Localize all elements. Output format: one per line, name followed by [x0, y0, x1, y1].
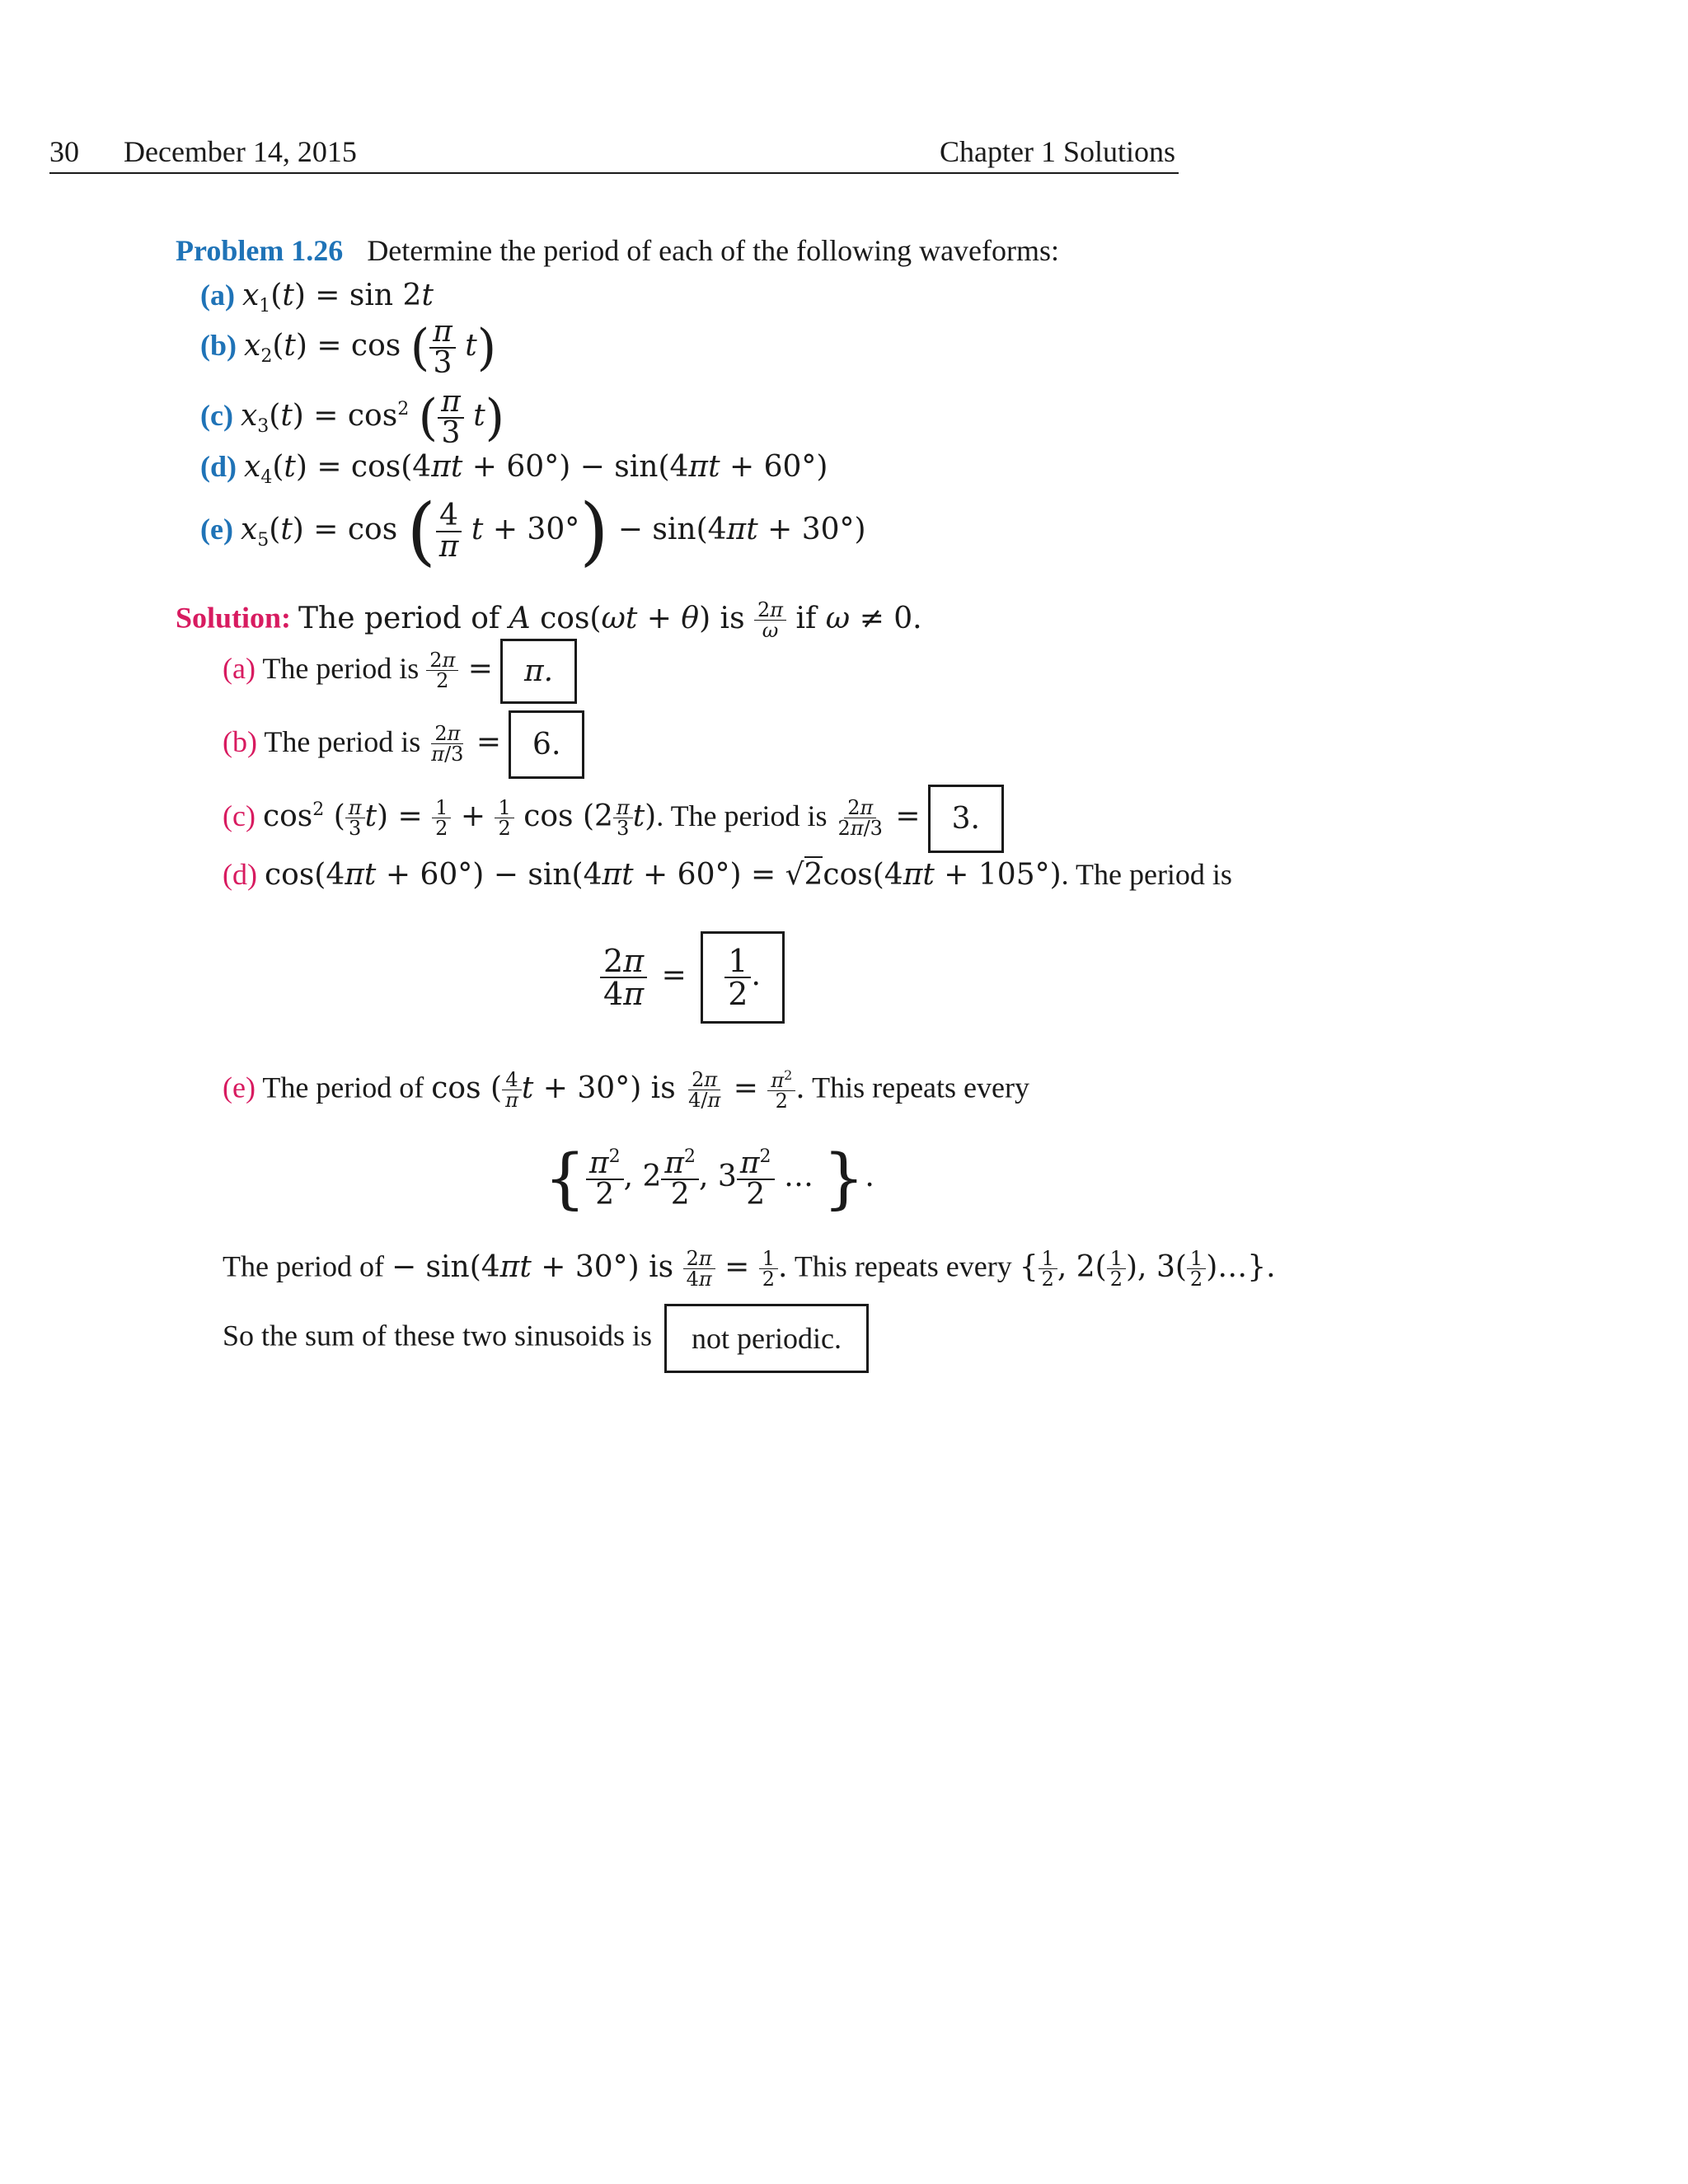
solution-text: The period of [262, 1071, 424, 1104]
problem-part-a [200, 278, 434, 316]
problem-part-c [200, 387, 504, 448]
problem-heading [176, 233, 1059, 268]
part-label: (e) [200, 513, 233, 546]
solution-a: (a) The period is $\frac{2\pi}{2}$ = π. [223, 639, 577, 704]
header-rule [49, 172, 1179, 174]
part-expression: $x_4(t) = \cos(4\pi t + 60^\circ) - \sin(4\pi t + 60^\circ)$ [244, 450, 828, 489]
answer-box-b: 6. [509, 710, 584, 779]
part-expression: $x_5(t) = \cos$ ( $\frac{4}{\pi}$ t + 30°) − sin(4πt + 30°) [240, 488, 866, 574]
page-number: 30 [49, 135, 79, 168]
solution-part-label: (a) [223, 651, 256, 685]
part-expression: $x_2(t) = \cos$ ( $\frac{\pi}{3}$ t) [244, 315, 497, 380]
answer-box-d: $\frac{1}{2}$ . [701, 931, 785, 1024]
solution-text: The period is [262, 651, 420, 685]
solution-part-label: (d) [223, 858, 257, 891]
part-expression: $x_3(t) = \cos^2$ ( $\frac{\pi}{3}$ t) [240, 385, 505, 450]
answer-box-c: 3. [928, 785, 1004, 853]
part-label: (d) [200, 450, 237, 483]
part-label: (a) [200, 279, 235, 312]
solution-d: (d) cos(4πt + 60°) − sin(4πt + 60°) = √2cos(4πt + 105°). The period is [223, 858, 1232, 892]
part-label: (c) [200, 399, 233, 432]
solution-e-set: { $\frac{\pi^2}{2}$ , 2 $\frac{\pi^2}{2}$ , 3 $\frac{\pi^2}{2}$ … }. [544, 1140, 874, 1216]
solution-label: Solution: [176, 601, 292, 635]
solution-e: (e) The period of cos ( $\frac{4}{\pi}$ t + 30°) is $\frac{2\pi}{4/\pi}$ = $\frac{\pi^2}{2}$ . This repeats every [223, 1067, 1029, 1113]
solution-text: . The period is [1061, 858, 1232, 891]
part-expression: $x_1(t) = \sin 2t$ [241, 279, 434, 317]
solution-part-label: (e) [223, 1071, 256, 1104]
solution-text: This repeats every [812, 1071, 1029, 1104]
answer-box-e: not periodic. [664, 1304, 869, 1373]
problem-part-b [200, 317, 496, 378]
solution-text: So the sum of these two sinusoids is [223, 1319, 653, 1352]
solution-c: (c) $\cos^2$ ( $\frac{\pi}{3}$ t) = $\frac{1}{2}$ + $\frac{1}{2}$ cos (2 $\frac{\pi}{3}$ t). The period is $\frac{2\pi}{2\pi/3}$ = 3. [223, 785, 1004, 853]
solution-part-label: (b) [223, 724, 257, 758]
solution-text: This repeats every [794, 1249, 1012, 1283]
solution-text: . The period is [656, 799, 828, 832]
answer-box-a: π. [500, 639, 577, 704]
problem-part-d [200, 449, 828, 488]
solution-part-label: (c) [223, 799, 256, 832]
part-label: (b) [200, 329, 237, 362]
chapter-title: Chapter 1 Solutions [940, 135, 1175, 168]
page-date: December 14, 2015 [124, 135, 357, 168]
solution-intro [176, 600, 922, 640]
solution-intro-text: The period of A cos(ωt + θ) is $\frac{2\pi}{\omega}$ if ω ≠ 0. [298, 598, 922, 642]
solution-e-line2: The period of − sin(4πt + 30°) is $\frac{2\pi}{4\pi}$ = $\frac{1}{2}$ . This repeats every { $\frac{1}{2}$ , 2( $\frac{1}{2}$ ), 3( $\frac{1}{2}$ )…}. [223, 1247, 1276, 1291]
solution-text: The period of [223, 1249, 384, 1283]
problem-statement: Determine the period of each of the following waveforms: [367, 234, 1060, 267]
solution-text: The period is [264, 724, 421, 758]
problem-label: Problem 1.26 [176, 234, 344, 267]
solution-b: (b) The period is $\frac{2\pi}{\pi/3}$ = 6. [223, 710, 584, 779]
solution-d-result: $\frac{2\pi}{4\pi}$ = $\frac{1}{2}$ . [600, 931, 785, 1024]
problem-part-e [200, 488, 866, 574]
solution-e-conclusion [223, 1304, 869, 1373]
